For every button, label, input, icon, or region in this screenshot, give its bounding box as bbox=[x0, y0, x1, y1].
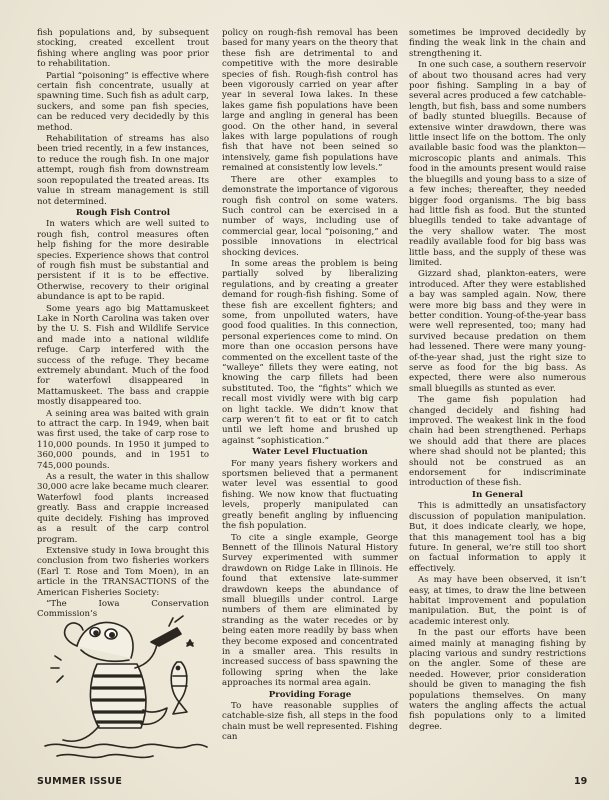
paragraph: There are other examples to demonstrate the importance of vigorous rough fish control on some waters. Such control can be exercised in a number of ways, including use of commercial gear, local “poisoning,” and possible innovations in electrical shocking devices. bbox=[222, 174, 398, 258]
paragraph: To have reasonable supplies of catchable-size fish, all steps in the food chain must be well represented. Fishing can bbox=[222, 701, 398, 743]
paragraph: fish populations and, by subsequent stocking, created excellent trout fishing where angling was poor prior to rehabilitation. bbox=[37, 28, 209, 70]
paragraph: Gizzard shad, plankton-eaters, were introduced. After they were established a bay was sampled again. Now, there were more big bass and they were in better condition. Young-of-the-year bass were well represented, too; many had survived because predation on them had lessened. There were many young-of-the-year shad, just the right size to serve as food for the big bass. As expected, there were also numerous small bluegills as stunted as ever. bbox=[409, 269, 586, 394]
paragraph: sometimes be improved decidedly by finding the weak link in the chain and strengthening it. bbox=[409, 28, 586, 59]
paragraph: In waters which are well suited to rough fish, control measures often help fishing for the more desirable species. Experience shows that control of rough fish must be substantial and persistent if it is to be effective. Otherwise, recovery to their original abundance is apt to be rapid. bbox=[37, 219, 209, 303]
paragraph: In some areas the problem is being partially solved by liberalizing regulations, and by creating a greater demand for rough-fish fishing. Some of these fish are excellent fighters; and some, from unpolluted waters, have good food qualities. In this connection, personal experiences come to mind. On more than one occasion persons have commented on the excellent taste of the “walleye” fillets they were eating, not knowing the carp fillets had been substituted. Too, the “fights” which we recall most vividly were with big carp on light tackle. We didn’t know that carp weren’t fit to eat or fit to catch until we left home and brushed up against “sophistication.” bbox=[222, 258, 398, 446]
paragraph: As a result, the water in this shallow 30,000 acre lake became much clearer. Waterfowl food plants increased greatly. Bass and crappie increased quite decidely. Fishing has improved as a result of the carp control program. bbox=[37, 472, 209, 545]
paragraph: A seining area was baited with grain to attract the carp. In 1949, when bait was first used, the take of carp rose to 110,000 pounds. In 1950 it jumped to 360,000 pounds, and in 1951 to 745,000 pounds. bbox=[37, 408, 209, 471]
paragraph: As may have been observed, it isn’t easy, at times, to draw the line between habitat improvement and population manipulation. But, the point is of academic interest only. bbox=[409, 575, 586, 627]
issue-label: SUMMER ISSUE bbox=[37, 776, 123, 787]
paragraph: policy on rough-fish removal has been based for many years on the theory that these fish are detrimental to and competitive with the more desirable species of fish. Rough-fish control has been vigorously carried on year after year in several Iowa lakes. In these lakes game fish populations have been large and angling in general has been good. On the other hand, in several lakes with large populations of rough fish that have not been seined so intensively, game fish populations have remained at consistently low levels.” bbox=[222, 28, 398, 174]
paragraph: In one such case, a southern reservoir of about two thousand acres had very poor fishing. Sampling in a bay of several acres produced a few catchable-length, but fish, bass and some numbers of badly stunted bluegills. Because of extensive winter drawdown, there was little insect life on the bottom. The only available basic food was the plankton—microscopic plants and animals. This food in the amounts present would raise the bluegills and young bass to a size of a few inches; thereafter, they needed bigger food organisms. The big bass had little fish as food. But the stunted bluegills tended to take advantage of the very shallow water. The most readily available food for big bass was little bass, and the supply of these was limited. bbox=[409, 60, 586, 268]
text-column-middle bbox=[222, 28, 398, 744]
text-column-left bbox=[37, 28, 209, 621]
paragraph: “The Iowa Conservation Commission’s bbox=[37, 598, 209, 620]
cartoon-fish-illustration bbox=[37, 606, 209, 766]
section-heading: Providing Forage bbox=[268, 689, 352, 700]
paragraph: Extensive study in Iowa brought this conclusion from two fisheries workers (Earl T. Rose and Tom Moen), in an article in the TRANSACTIONS of the American Fisheries Society: bbox=[37, 545, 209, 598]
paragraph: In the past our efforts have been aimed mainly at managing fishing by placing various and sundry restrictions on the angler. Some of these are needed. However, prior consideration should be given to managing the fish populations themselves. On many waters the angling affects the actual fish populations only to a limited degree. bbox=[409, 628, 586, 732]
paragraph: Partial “poisoning” is effective where certain fish concentrate, usually at spawning time. Such fish as adult carp, suckers, and some pan fish species, can be reduced very decidedly by this method. bbox=[37, 70, 209, 133]
section-heading: Water Level Fluctuation bbox=[252, 447, 368, 458]
page-number: 19 bbox=[574, 776, 588, 787]
paragraph: This is admittedly an unsatisfactory discussion of population manipulation. But, it does indicate clearly, we hope, that this management tool has a big future. In general, we’re still too short on factual information to apply it effectively. bbox=[409, 501, 586, 574]
section-heading: In General bbox=[471, 489, 524, 500]
section-heading: Rough Fish Control bbox=[75, 207, 171, 218]
paragraph: For many years fishery workers and sportsmen believed that a permanent water level was essential to good fishing. We now know that fluctuating levels, properly manipulated can greatly benefit angling by influencing the fish population. bbox=[222, 458, 398, 532]
paragraph: To cite a single example, George Bennett of the Illinois Natural History Survey experimented with summer drawdown on Ridge Lake in Illinois. He found that extensive late-summer drawdown keeps the abundance of small bluegills under control. Large numbers of them are eliminated by stranding as the water recedes or by being eaten more readily by bass when they become exposed and concentrated in a smaller area. This results in increased success of bass spawning the following spring when the lake approaches its normal area again. bbox=[222, 532, 398, 689]
paragraph: Rehabilitation of streams has also been tried recently, in a few instances, to reduce the rough fish. In one major attempt, rough fish from downstream soon repopulated the treated areas. Its value in stream management is still not determined. bbox=[37, 134, 209, 207]
paragraph: Some years ago big Mattamuskeet Lake in North Carolina was taken over by the U. S. Fish and Wildlife Service and made into a national wildlife refuge. Carp interfered with the success of the refuge. They became extremely abundant. Much of the food for waterfowl disappeared in Mattamuskeet. The bass and crappie mostly disappeared too. bbox=[37, 303, 209, 408]
paragraph: The game fish population had changed decidely and fishing had improved. The weakest link in the food chain had been strengthened. Perhaps we should add that there are places where shad should not be planted; this should not be construed as an endorsement for indiscriminate introduction of these fish. bbox=[409, 395, 586, 489]
text-column-right bbox=[409, 28, 586, 733]
